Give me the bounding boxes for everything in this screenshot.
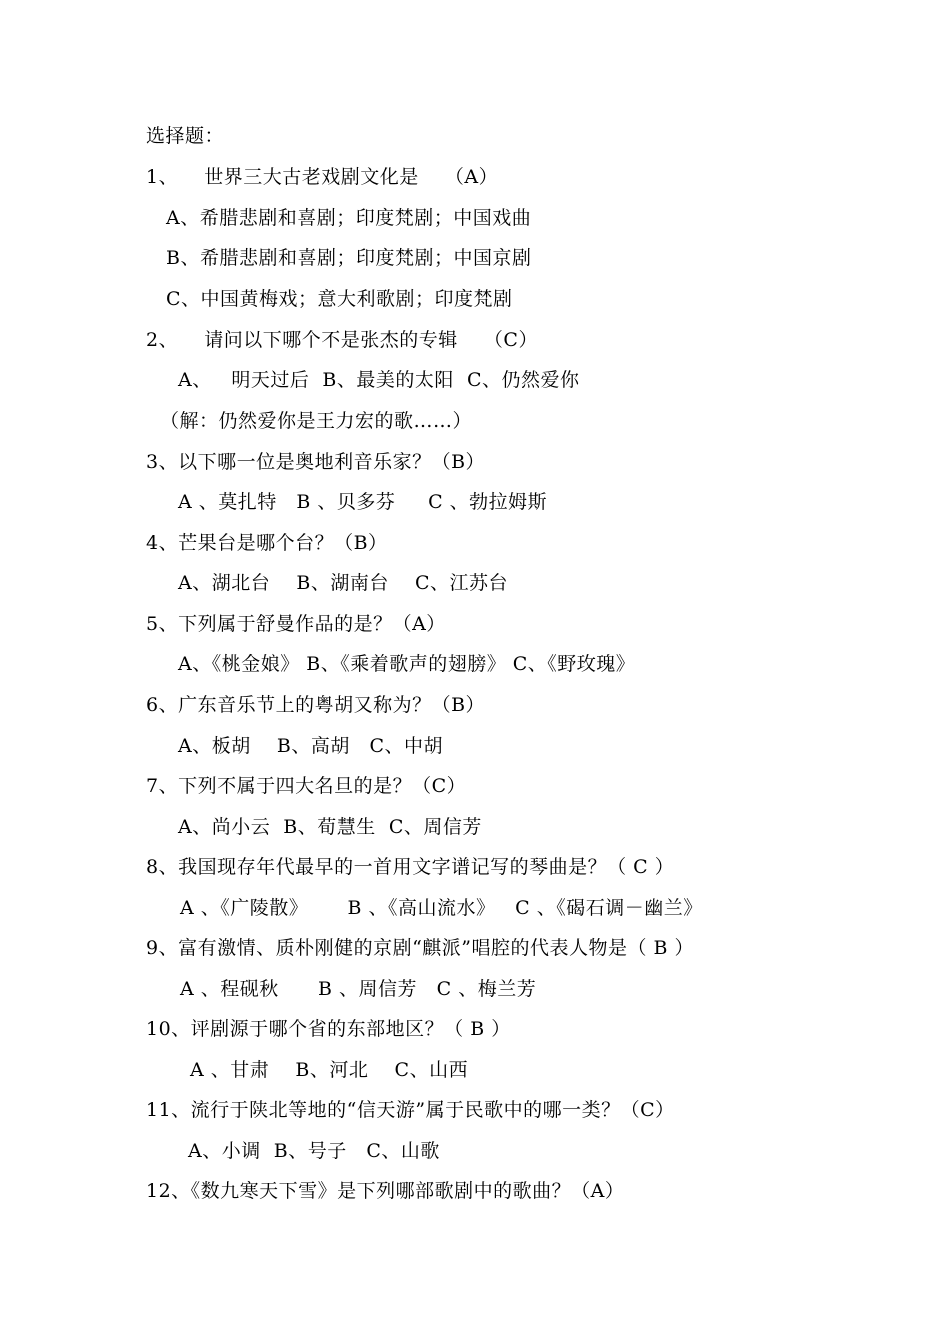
q8-options: A 、《广陵散》 B 、《高山流水》 C 、《碣石调－幽兰》	[180, 897, 703, 919]
q2-options: A、 明天过后 B、最美的太阳 C、仍然爱你	[178, 369, 580, 391]
q9-options: A 、程砚秋 B 、周信芳 C 、梅兰芳	[180, 978, 537, 1000]
q7-options: A、尚小云 B、荀慧生 C、周信芳	[178, 816, 482, 838]
question-1: 1、 世界三大古老戏剧文化是 （A）	[146, 166, 499, 188]
q3-options: A 、莫扎特 B 、贝多芬 C 、勃拉姆斯	[178, 491, 548, 513]
q10-options: A 、甘肃 B、河北 C、山西	[190, 1059, 469, 1081]
q11-options: A、小调 B、号子 C、山歌	[188, 1140, 440, 1162]
q6-options: A、板胡 B、高胡 C、中胡	[178, 735, 443, 757]
question-7: 7、下列不属于四大名旦的是？（C）	[146, 775, 467, 797]
question-6: 6、广东音乐节上的粤胡又称为？（B）	[146, 694, 486, 716]
q2-explanation: （解：仍然爱你是王力宏的歌……）	[160, 410, 473, 432]
question-10: 10、评剧源于哪个省的东部地区？（ B ）	[146, 1018, 511, 1040]
question-8: 8、我国现存年代最早的一首用文字谱记写的琴曲是？（ C ）	[146, 856, 675, 878]
q1-option-b: B、希腊悲剧和喜剧；印度梵剧；中国京剧	[166, 247, 532, 269]
question-12: 12、《数九寒天下雪》是下列哪部歌剧中的歌曲？（A）	[146, 1180, 625, 1202]
section-heading: 选择题：	[146, 125, 225, 147]
question-3: 3、以下哪一位是奥地利音乐家？（B）	[146, 451, 486, 473]
question-11: 11、流行于陕北等地的“信天游”属于民歌中的哪一类？（C）	[146, 1099, 675, 1121]
question-5: 5、下列属于舒曼作品的是？（A）	[146, 613, 446, 635]
question-9: 9、富有激情、质朴刚健的京剧“麒派”唱腔的代表人物是（ B ）	[146, 937, 695, 959]
q1-option-c: C、中国黄梅戏；意大利歌剧；印度梵剧	[166, 288, 513, 310]
q4-options: A、湖北台 B、湖南台 C、江苏台	[178, 572, 509, 594]
question-4: 4、芒果台是哪个台？（B）	[146, 532, 388, 554]
q1-option-a: A、希腊悲剧和喜剧；印度梵剧；中国戏曲	[166, 207, 532, 229]
q5-options: A、《桃金娘》 B、《乘着歌声的翅膀》 C、《野玫瑰》	[178, 653, 636, 675]
question-2: 2、 请问以下哪个不是张杰的专辑 （C）	[146, 329, 538, 351]
